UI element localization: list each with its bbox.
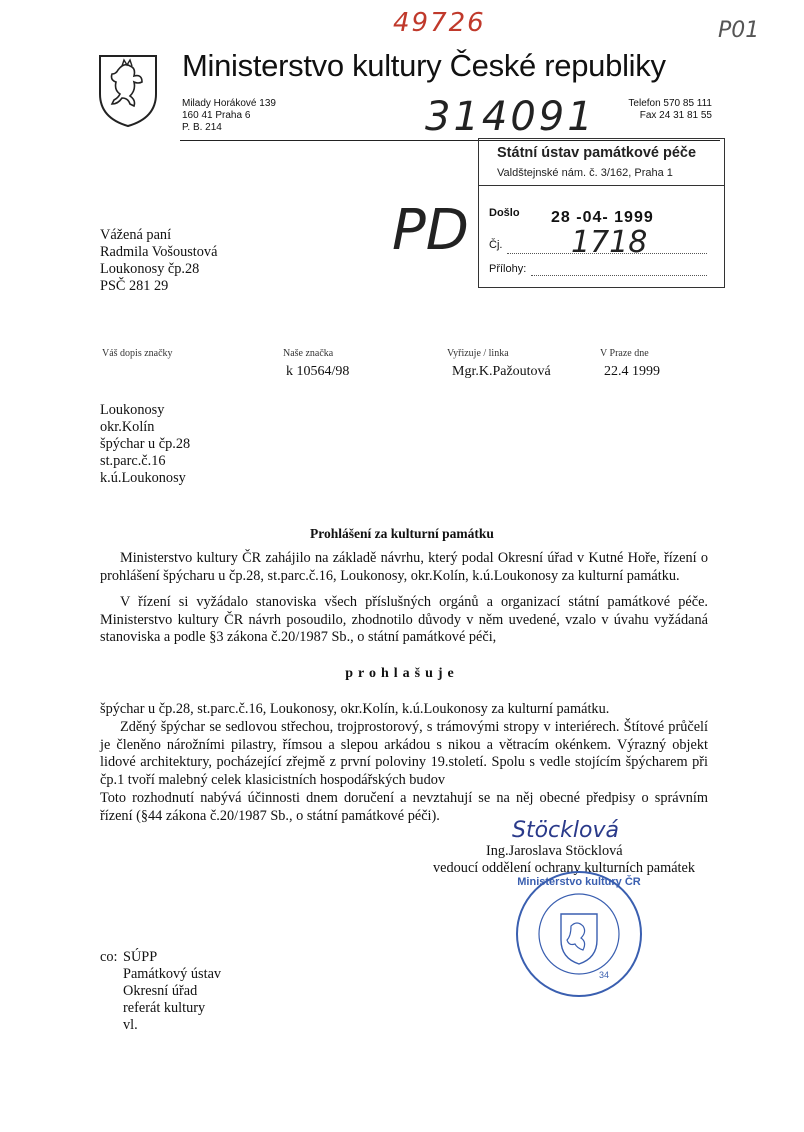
stamp-attachments-label: Přílohy: <box>489 263 527 275</box>
address-city: 160 41 Praha 6 <box>182 110 251 121</box>
handwritten-reference-number: 314091 <box>425 94 596 140</box>
ministry-contacts <box>628 98 712 122</box>
receipt-stamp <box>478 138 725 288</box>
handwritten-top-number: 49726 <box>393 8 486 38</box>
recipient-street: Loukonosy čp.28 <box>100 261 200 277</box>
ministry-title: Ministerstvo kultury České republiky <box>182 48 666 83</box>
handwritten-initials: PD <box>392 198 469 263</box>
date-label: V Praze dne <box>600 348 649 359</box>
your-letter-label: Váš dopis značky <box>102 348 173 359</box>
our-ref-value: k 10564/98 <box>286 364 350 379</box>
handwritten-signature: Stöcklová <box>512 818 619 843</box>
copy-recipient: Okresní úřad <box>123 983 198 999</box>
official-seal-icon <box>515 870 643 998</box>
subject-block <box>100 402 190 487</box>
stamp-received-date: 28 -04- 1999 <box>551 209 654 226</box>
seal-inscription: Ministerstvo kultury ČR <box>517 876 641 888</box>
stamp-divider <box>479 185 724 186</box>
coat-of-arms-icon <box>96 52 160 128</box>
recipient-salutation: Vážená paní <box>100 227 172 243</box>
stamp-number-label: Čj. <box>489 239 503 251</box>
paragraph-declaration: špýchar u čp.28, st.parc.č.16, Loukonosy, okr.Kolín, k.ú.Loukonosy za kulturní památku. <box>100 701 610 717</box>
paragraph-description: Zděný špýchar se sedlovou střechou, trojprostorový, s trámovými stropy v interiérech. Štítové průčelí je členěno nárožními pilastry, římsou a slepou arkádou s nikou a větracím okénkem. Výrazný objekt lidové architektury, pocházející zřejmě z první poloviny 19.století. Spolu s vedle stojícím špýcharem při čp.1 tvoří malebný celek klasicistních hospodářských budov <box>100 719 708 788</box>
signatory-name: Ing.Jaroslava Stöcklová <box>486 843 623 859</box>
handwritten-corner-mark: P01 <box>718 18 760 43</box>
stamp-address: Valdštejnské nám. č. 3/162, Praha 1 <box>497 167 673 179</box>
phone-number: Telefon 570 85 111 <box>628 98 712 109</box>
date-value: 22.4 1999 <box>604 364 660 379</box>
copy-recipient: SÚPP <box>123 949 158 965</box>
signatory-position: vedoucí oddělení ochrany kulturních památek <box>433 860 696 876</box>
document-heading: Prohlášení za kulturní památku <box>310 526 494 541</box>
address-street: Milady Horákové 139 <box>182 98 276 109</box>
copies-label: co: <box>100 949 118 965</box>
subject-parcel: st.parc.č.16 <box>100 453 166 469</box>
paragraph-initiation: Ministerstvo kultury ČR zahájilo na základě návrhu, který podal Okresní úřad v Kutné Hoře, řízení o prohlášení špýcharu u čp.28, st.parc.č.16, Loukonosy, okr.Kolín, k.ú.Loukonosy za kulturní památku. <box>100 550 708 584</box>
recipient-name: Radmila Vošoustová <box>100 244 218 260</box>
stamp-number-value: 1718 <box>571 225 648 260</box>
paragraph-opinions: V řízení si vyžádalo stanoviska všech příslušných orgánů a organizací státní památkové péče. Ministerstvo kultury ČR návrh posoudilo, zhodnotilo důvody v něm uvedené, vzalo v úvahu vyžádaná stanoviska a podle §3 zákona č.20/1987 Sb., o státní památkové péči, <box>100 594 708 646</box>
copy-recipient: referát kultury <box>123 1000 206 1016</box>
ministry-address <box>182 98 276 134</box>
subject-building: špýchar u čp.28 <box>100 436 191 452</box>
address-pobox: P. B. 214 <box>182 122 222 133</box>
handler-label: Vyřizuje / linka <box>447 348 509 359</box>
subject-district: okr.Kolín <box>100 419 155 435</box>
declaration-word: prohlašuje <box>345 666 459 681</box>
handler-value: Mgr.K.Pažoutová <box>452 364 551 379</box>
copy-recipient: Památkový ústav <box>123 966 222 982</box>
stamp-number-line <box>507 253 707 254</box>
paragraph-effectiveness: Toto rozhodnutí nabývá účinnosti dnem doručení a nevztahují se na něj obecné předpisy o správním řízení (§44 zákona č.20/1987 Sb., o státní památkové péči). <box>100 790 708 824</box>
recipient-postcode: PSČ 281 29 <box>100 278 169 294</box>
seal-number: 34 <box>599 970 610 980</box>
stamp-institution: Státní ústav památkové péče <box>497 145 697 161</box>
copy-recipient: vl. <box>123 1017 138 1033</box>
fax-number: Fax 24 31 81 55 <box>639 110 712 121</box>
subject-cadastral: k.ú.Loukonosy <box>100 470 186 486</box>
subject-village: Loukonosy <box>100 402 165 418</box>
our-ref-label: Naše značka <box>283 348 334 359</box>
recipient-block <box>100 227 217 295</box>
copies-list <box>123 949 221 1034</box>
stamp-received-label: Došlo <box>489 207 520 219</box>
stamp-attachments-line <box>531 275 707 276</box>
